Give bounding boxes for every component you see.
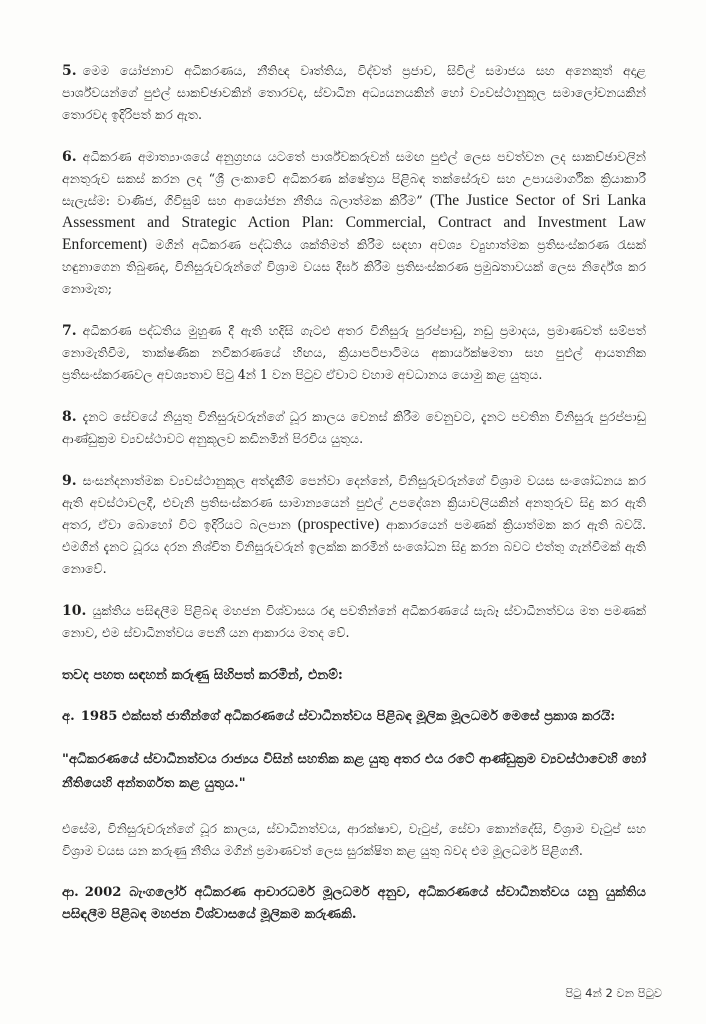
document-body <box>62 60 646 946</box>
item-aa <box>62 882 646 926</box>
quotation: "අධිකරණයේ ස්වාධීනත්වය රාජ්‍යය විසින් සහතික කළ යුතු අතර එය රටේ ආණ්ඩුක්‍රම ව්‍යවස්ථාවෙහි හෝ නීතියෙහි අන්තර්ගත කළ යුතුය." <box>62 752 646 791</box>
paragraph-5 <box>62 60 646 126</box>
page-number-footer: පිටු 4න් 2 වන පිටුව <box>565 986 662 1000</box>
paragraph-number: 7. <box>62 323 77 339</box>
paragraph-number: 6. <box>62 149 77 165</box>
paragraph-number: 9. <box>62 473 77 489</box>
paragraph-9 <box>62 470 646 580</box>
paragraph-text-continued: මගින් අධිකරණ පද්ධතිය ශක්තිමත් කිරීම සඳහා අවශ්‍ය ව්‍යුහාත්මක ප්‍රතිසංස්කරණ රැසක් හඳුනාගෙන තිබුණද, විනිසුරුවරුන්ගේ විශ්‍රාම වයස දීර්ඝ කිරීම ප්‍රතිසංස්කරණ ප්‍රමුඛතාවයක් ලෙස නිර්දේශ කර නොමැත; <box>62 237 646 296</box>
paragraph-10 <box>62 600 646 644</box>
paragraph-6 <box>62 146 646 300</box>
paragraph-text: සංසන්දනාත්මක ව්‍යවස්ථානුකූල අත්දැකීම් පෙන්වා දෙන්නේ, විනිසුරුවරුන්ගේ විශ්‍රාම වයස සංශෝධනය කර ඇති අවස්ථාවලදී, එවැනි ප්‍රතිසංස්කරණ සාමාන්‍යයෙන් පුළුල් උපදේශන ක්‍රියාවලියකින් අනතුරුව සිදු කර ඇති අතර, ඒවා බොහෝ විට ඉදිරියට බලපාන <box>62 473 646 532</box>
paragraph-text-continued: ආකාරයෙන් පමණක් ක්‍රියාත්මක කර ඇති බවයි. එමගින් දැනට ධූරය දරන නිශ්චිත විනිසුරුවරුන් ඉලක්ක කරමින් සංශෝධන සිදු කරන බවට එත්තු ගැන්වීමක් ඇති නොවේ. <box>62 517 646 576</box>
section-heading: තවද පහත සඳහන් කරුණු සිහිපත් කරමින්, එනම්: <box>62 667 343 683</box>
item-mark: අ. <box>62 709 75 724</box>
paragraph-text: අධිකරණ පද්ධතිය මුහුණ දී ඇති හදිසි ගැටළු අතර විනිසුරු පුරප්පාඩු, නඩු ප්‍රමාදය, ප්‍රමාණවත් සම්පත් නොමැතිවීම, තාක්ෂණික නවීකරණයේ හිඟය, ක්‍රියාපටිපාටිමය අකාර්යක්ෂමතා සහ පුළුල් ආයතනික ප්‍රතිසංස්කරණවල අවශ්‍යතාව පිටු 4න් 1 වන පිටුව ඒවාට වහාම අවධානය යොමු කළ යුතුය. <box>62 323 646 382</box>
item-a <box>62 706 646 728</box>
item-text: 2002 බැංගලෝර් අධිකරණ ආචාරධර්ම මූලධර්ම අනුව, අධිකරණයේ ස්වාධීනත්වය යනු යුක්තිය පසිඳලීම පිළිබඳ මහජන විශ්වාසයේ මූලිකම කරුණකි. <box>62 885 646 922</box>
english-term: (prospective) <box>297 516 380 533</box>
paragraph-7 <box>62 320 646 386</box>
paragraph-text: අධිකරණ අමාත්‍යාංශයේ අනුග්‍රහය යටතේ පාර්ශ්වකරුවන් සමඟ පුළුල් ලෙස පවත්වන ලද සාකච්ඡාවලින් අනතුරුව සකස් කරන ලද “ශ්‍රී ලංකාවේ අධිකරණ ක්ෂේත්‍රය පිළිබඳ තක්සේරුව සහ උපායමාර්ගික ක්‍රියාකාරී සැලැස්ම: වාණිජ, ගිවිසුම් සහ ආයෝජන නීතිය බලාත්මක කිරීම” <box>62 149 646 208</box>
item-mark: ආ. <box>62 885 79 900</box>
paragraph-text: මෙම යෝජනාව අධිකරණය, නීතිඥ වෘත්තිය, විද්වත් ප්‍රජාව, සිවිල් සමාජය සහ අනෙකුත් අදාළ පාර්ශ්වයන්ගේ පුළුල් සාකච්ඡාවකින් තොරවද, ස්වාධීන අධ්‍යයනයකින් හෝ ව්‍යවස්ථානුකූල සමාලෝචනයකින් තොරවද ඉදිරිපත් කර ඇත. <box>62 63 646 122</box>
paragraph-text: දැනට සේවයේ නියුතු විනිසුරුවරුන්ගේ ධූර කාලය වෙනස් කිරීම වෙනුවට, දැනට පවතින විනිසුරු පුරප්පාඩු ආණ්ඩුක්‍රම ව්‍යවස්ථාවට අනුකූලව කඩිනමින් පිරවිය යුතුය. <box>62 409 646 446</box>
paragraph-number: 10. <box>62 603 87 619</box>
english-title: (The Justice Sector of Sri Lanka Assessment and Strategic Action Plan: Commercial, Contract and Investment Law Enforcement) <box>62 192 646 253</box>
paragraph-number: 8. <box>62 409 77 425</box>
paragraph-8 <box>62 406 646 450</box>
item-text: 1985 එක්සත් ජාතීන්ගේ අධිකරණයේ ස්වාධීනත්වය පිළිබඳ මූලික මූලධර්ම මෙසේ ප්‍රකාශ කරයි: <box>80 709 616 724</box>
paragraph-number: 5. <box>62 63 77 79</box>
quote-follow-paragraph: එසේම, විනිසුරුවරුන්ගේ ධූර කාලය, ස්වාධීනත්වය, ආරක්ෂාව, වැටුප්, සේවා කොන්දේසි, විශ්‍රාම වැටුප් සහ විශ්‍රාම වයස යන කරුණු නීතිය මගින් ප්‍රමාණවත් ලෙස සුරක්ෂිත කළ යුතු බවද එම මූලධර්ම පිළිගනී. <box>62 821 646 858</box>
paragraph-text: යුක්තිය පසිඳලීම පිළිබඳ මහජන විශ්වාසය රඳා පවතින්නේ අධිකරණයේ සැබෑ ස්වාධීනත්වය මත පමණක් නොව, එම ස්වාධීනත්වය පෙනී යන ආකාරය මතද වේ. <box>62 603 646 640</box>
